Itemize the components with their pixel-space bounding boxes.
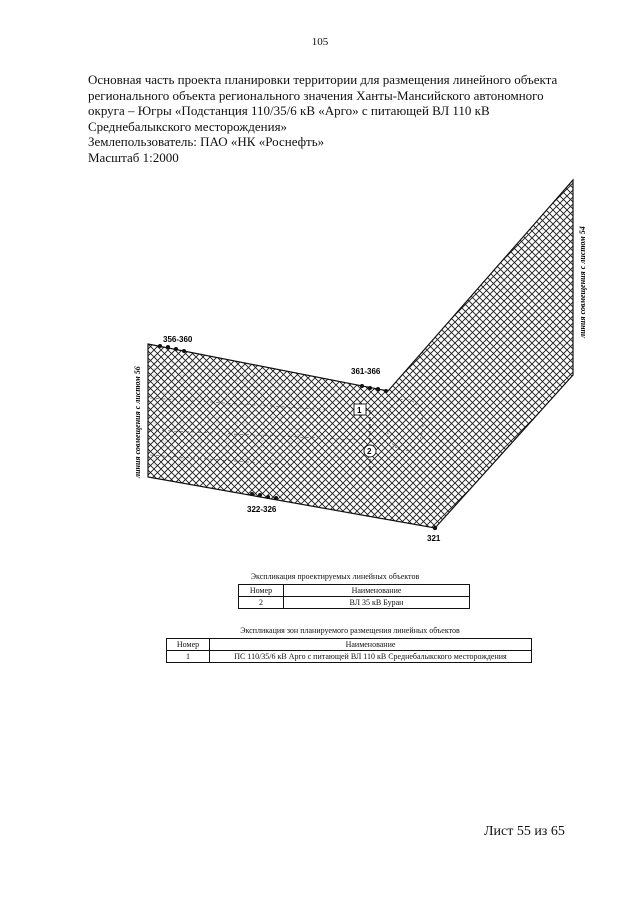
table1-header-name: Наименование	[284, 585, 470, 597]
table1	[238, 584, 470, 609]
object-marker-label: 2	[367, 447, 372, 456]
right-match-line-label: линия совмещения с листом 54	[578, 226, 587, 338]
point-label-356-360: 356-360	[163, 335, 193, 344]
table1-cell-name: ВЛ 35 кВ Буран	[284, 597, 470, 609]
table-row	[239, 597, 470, 609]
point-label-321: 321	[427, 534, 441, 543]
table2-cell-name: ПС 110/35/6 кВ Арго с питающей ВЛ 110 кВ Среднебалыкского месторождения	[210, 651, 532, 663]
point-label-322-326: 322-326	[247, 505, 277, 514]
table2-header-row	[167, 639, 532, 651]
header-line-2: регионального объекта регионального значения Ханты-Мансийского автономного	[88, 87, 544, 103]
land-user: Землепользователь: ПАО «НК «Роснефть»	[88, 134, 325, 149]
left-match-line-label: линия совмещения с листом 56	[133, 366, 142, 478]
table2-header-number: Номер	[167, 639, 210, 651]
header-line-4: Среднебалыкского месторождения»	[88, 118, 288, 134]
point-label-361-366: 361-366	[351, 367, 381, 376]
table1-header-number: Номер	[239, 585, 284, 597]
scale-label: Масштаб 1:2000	[88, 149, 179, 165]
table1-header-row	[239, 585, 470, 597]
table2-cell-number: 1	[167, 651, 210, 663]
table1-title: Экспликация проектируемых линейных объектов	[250, 572, 420, 581]
table2-title: Экспликация зон планируемого размещения линейных объектов	[240, 626, 460, 635]
table2	[166, 638, 532, 663]
planned-zone-polygon	[148, 180, 573, 528]
table1-cell-number: 2	[239, 597, 284, 609]
table-row	[167, 651, 532, 663]
header-line-1: Основная часть проекта планировки территории для размещения линейного объекта	[88, 72, 558, 87]
sheet-number: Лист 55 из 65	[484, 824, 565, 839]
page-number: 105	[311, 36, 329, 48]
header-line-3: округа – Югры «Подстанция 110/35/6 кВ «Арго» с питающей ВЛ 110 кВ	[88, 103, 490, 118]
table2-header-name: Наименование	[210, 639, 532, 651]
zone-marker-label: 1	[357, 406, 362, 415]
